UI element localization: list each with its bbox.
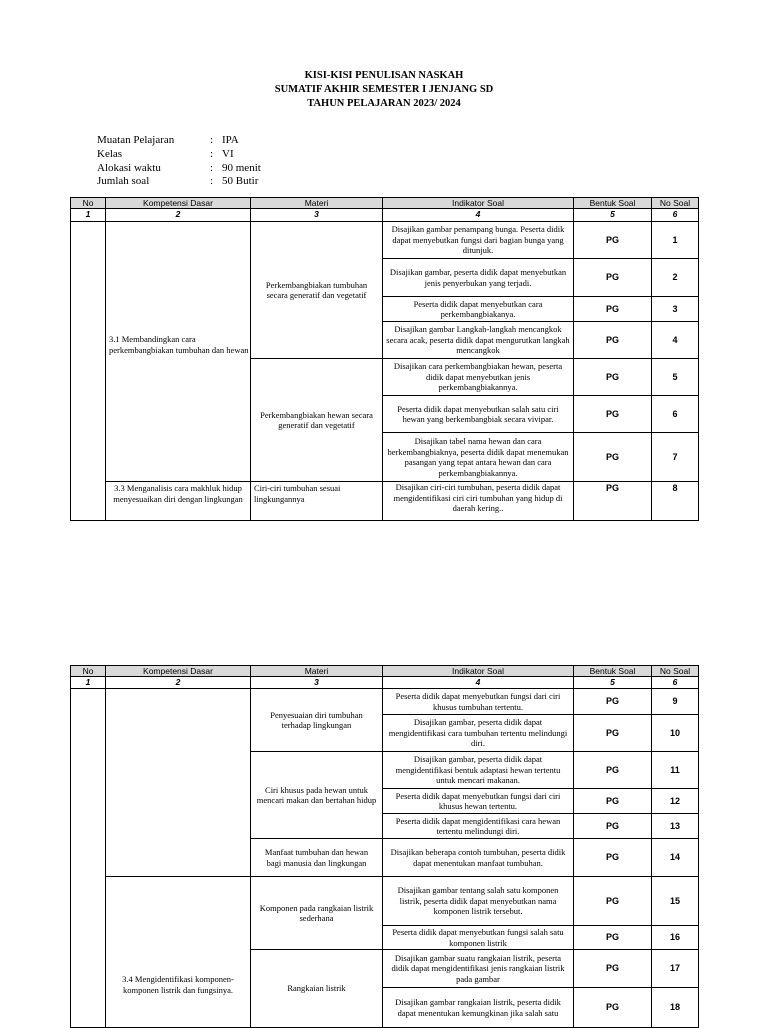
indikator-cell: Disajikan ciri-ciri tumbuhan, peserta didik dapat mengidentifikasi ciri ciri tumbuhan yang hidup di daerah kering.. (382, 481, 574, 521)
kd-text: 3.4 Mengidentifikasi komponen-komponen listrik dan fungsinya. (122, 974, 234, 995)
bentuk-cell: PG (573, 481, 652, 521)
bentuk-cell: PG (573, 925, 652, 950)
info-colon: : (210, 148, 214, 160)
info-value: VI (222, 148, 234, 160)
nosoal-cell: 6 (651, 395, 699, 433)
col-header-materi: Materi (250, 665, 383, 677)
col-number-4: 4 (382, 208, 574, 222)
indikator-cell: Disajikan gambar, peserta didik dapat mengidentifikasi cara tumbuhan tertentu melindungi diri. (382, 714, 574, 752)
nosoal-cell: 4 (651, 321, 699, 359)
nosoal-cell: 10 (651, 714, 699, 752)
kd-cell: 3.3 Menganalisis cara makhluk hidup menyesuaikan diri dengan lingkungan (105, 481, 251, 521)
col-number-3: 3 (250, 208, 383, 222)
bentuk-cell: PG (573, 258, 652, 297)
nosoal-cell: 9 (651, 688, 699, 715)
info-key: Muatan Pelajaran (97, 134, 175, 146)
kd-cell (105, 688, 251, 877)
nosoal-cell: 2 (651, 258, 699, 297)
materi-text: Ciri khusus pada hewan untuk mencari makan dan bertahan hidup (256, 784, 377, 805)
indikator-cell: Peserta didik dapat menyebutkan fungsi salah satu komponen listrik (382, 925, 574, 950)
materi-cell (250, 688, 383, 752)
indikator-cell: Disajikan gambar tentang salah satu komponen listrik, peserta didik dapat menyebutkan nama komponen listrik tersebut. (382, 876, 574, 926)
col-number-2: 2 (105, 208, 251, 222)
col-number-5: 5 (573, 676, 652, 689)
col-number-1: 1 (70, 676, 106, 689)
nosoal-cell: 7 (651, 432, 699, 482)
info-colon: : (210, 134, 214, 146)
indikator-cell: Peserta didik dapat menyebutkan salah satu ciri hewan yang berkembangbiak secara vivipar. (382, 395, 574, 433)
kd-text: 3.1 Membandingkan cara perkembangbiakan tumbuhan dan hewan (109, 334, 249, 355)
materi-cell (250, 949, 383, 1028)
nosoal-cell: 11 (651, 751, 699, 789)
doc-title-line-2: SUMATIF AKHIR SEMESTER I JENJANG SD (274, 84, 494, 95)
col-number-6: 6 (651, 208, 699, 222)
materi-text: Penyesuaian diri tumbuhan terhadap lingkungan (270, 709, 363, 730)
col-header-no: No (70, 665, 106, 677)
col-header-bentuk: Bentuk Soal (573, 665, 652, 677)
materi-cell (250, 358, 383, 482)
indikator-cell: Disajikan beberapa contoh tumbuhan, peserta didik dapat menentukan manfaat tumbuhan. (382, 838, 574, 877)
doc-title-line-1: KISI-KISI PENULISAN NASKAH (304, 70, 464, 81)
indikator-cell: Disajikan gambar Langkah-langkah mencangkok secara acak, peserta didik dapat mengurutkan langkah mencangkok (382, 321, 574, 359)
kd-cell (105, 876, 251, 1028)
doc-title-line-3: TAHUN PELAJARAN 2023/ 2024 (307, 98, 461, 109)
bentuk-cell: PG (573, 813, 652, 839)
indikator-cell: Peserta didik dapat mengidentifikasi cara hewan tertentu melindungi diri. (382, 813, 574, 839)
indikator-cell: Peserta didik dapat menyebutkan cara perkembangbiakanya. (382, 296, 574, 322)
info-key: Jumlah soal (97, 175, 150, 187)
nosoal-cell: 13 (651, 813, 699, 839)
col-header-kd: Kompetensi Dasar (105, 197, 251, 209)
no-cell (70, 688, 106, 1028)
indikator-cell: Disajikan gambar rangkaian listrik, peserta didik dapat menentukan kemungkinan jika salah satu (382, 987, 574, 1028)
col-header-nosoal: No Soal (651, 665, 699, 677)
no-cell (70, 221, 106, 521)
nosoal-cell: 16 (651, 925, 699, 950)
col-number-6: 6 (651, 676, 699, 689)
bentuk-cell: PG (573, 714, 652, 752)
materi-text: Manfaat tumbuhan dan hewan bagi manusia dan lingkungan (264, 847, 369, 868)
col-header-materi: Materi (250, 197, 383, 209)
materi-cell (250, 876, 383, 950)
bentuk-cell: PG (573, 296, 652, 322)
col-number-5: 5 (573, 208, 652, 222)
nosoal-cell: 17 (651, 949, 699, 988)
indikator-cell: Disajikan tabel nama hewan dan cara berkembangbiaknya, peserta didik dapat menemukan pasangan yang tepat antara hewan dan cara perkembangbiakannya. (382, 432, 574, 482)
bentuk-cell: PG (573, 432, 652, 482)
col-number-2: 2 (105, 676, 251, 689)
bentuk-cell: PG (573, 395, 652, 433)
indikator-cell: Peserta didik dapat menyebutkan fungsi dari ciri khusus hewan tertentu. (382, 788, 574, 814)
info-key: Kelas (97, 148, 123, 160)
nosoal-cell: 12 (651, 788, 699, 814)
col-header-no: No (70, 197, 106, 209)
kd-cell (105, 221, 251, 482)
bentuk-cell: PG (573, 949, 652, 988)
materi-cell (250, 751, 383, 839)
col-header-kd: Kompetensi Dasar (105, 665, 251, 677)
info-colon: : (210, 175, 214, 187)
col-number-1: 1 (70, 208, 106, 222)
col-header-bentuk: Bentuk Soal (573, 197, 652, 209)
nosoal-cell: 3 (651, 296, 699, 322)
bentuk-cell: PG (573, 358, 652, 396)
nosoal-cell: 5 (651, 358, 699, 396)
bentuk-cell: PG (573, 788, 652, 814)
materi-text: Perkembangbiakan tumbuhan secara generatif dan vegetatif (265, 279, 368, 300)
info-key: Alokasi waktu (97, 162, 161, 174)
info-value: 50 Butir (222, 175, 259, 187)
materi-text: Perkembangbiakan hewan secara generatif dan vegetatif (260, 409, 373, 430)
col-header-indikator: Indikator Soal (382, 197, 574, 209)
materi-cell: Ciri-ciri tumbuhan sesuai lingkungannya (250, 481, 383, 521)
col-header-nosoal: No Soal (651, 197, 699, 209)
nosoal-cell: 1 (651, 221, 699, 259)
nosoal-cell: 8 (651, 481, 699, 521)
indikator-cell: Disajikan gambar, peserta didik dapat menyebutkan jenis penyerbukan yang terjadi. (382, 258, 574, 297)
materi-cell (250, 838, 383, 877)
col-number-3: 3 (250, 676, 383, 689)
indikator-cell: Disajikan gambar suatu rangkaian listrik, peserta didik dapat mengidentifikasi jenis rangkaian listrik pada gambar (382, 949, 574, 988)
info-value: IPA (222, 134, 239, 146)
nosoal-cell: 14 (651, 838, 699, 877)
bentuk-cell: PG (573, 221, 652, 259)
materi-cell (250, 221, 383, 359)
bentuk-cell: PG (573, 321, 652, 359)
col-header-indikator: Indikator Soal (382, 665, 574, 677)
materi-text: Rangkaian listrik (287, 983, 346, 994)
nosoal-cell: 18 (651, 987, 699, 1028)
bentuk-cell: PG (573, 751, 652, 789)
bentuk-cell: PG (573, 838, 652, 877)
materi-text: Komponen pada rangkaian listrik sederhana (259, 902, 374, 923)
indikator-cell: Peserta didik dapat menyebutkan fungsi dari ciri khusus tumbuhan tertentu. (382, 688, 574, 715)
bentuk-cell: PG (573, 876, 652, 926)
info-colon: : (210, 162, 214, 174)
info-value: 90 menit (222, 162, 261, 174)
indikator-cell: Disajikan cara perkembangbiakan hewan, peserta didik dapat menyebutkan jenis perkembangbiakannya. (382, 358, 574, 396)
indikator-cell: Disajikan gambar, peserta didik dapat mengidentifikasi bentuk adaptasi hewan tertentu untuk mencari makanan. (382, 751, 574, 789)
col-number-4: 4 (382, 676, 574, 689)
bentuk-cell: PG (573, 688, 652, 715)
indikator-cell: Disajikan gambar penampang bunga. Peserta didik dapat menyebutkan fungsi dari bagian bunga yang ditunjuk. (382, 221, 574, 259)
nosoal-cell: 15 (651, 876, 699, 926)
bentuk-cell: PG (573, 987, 652, 1028)
